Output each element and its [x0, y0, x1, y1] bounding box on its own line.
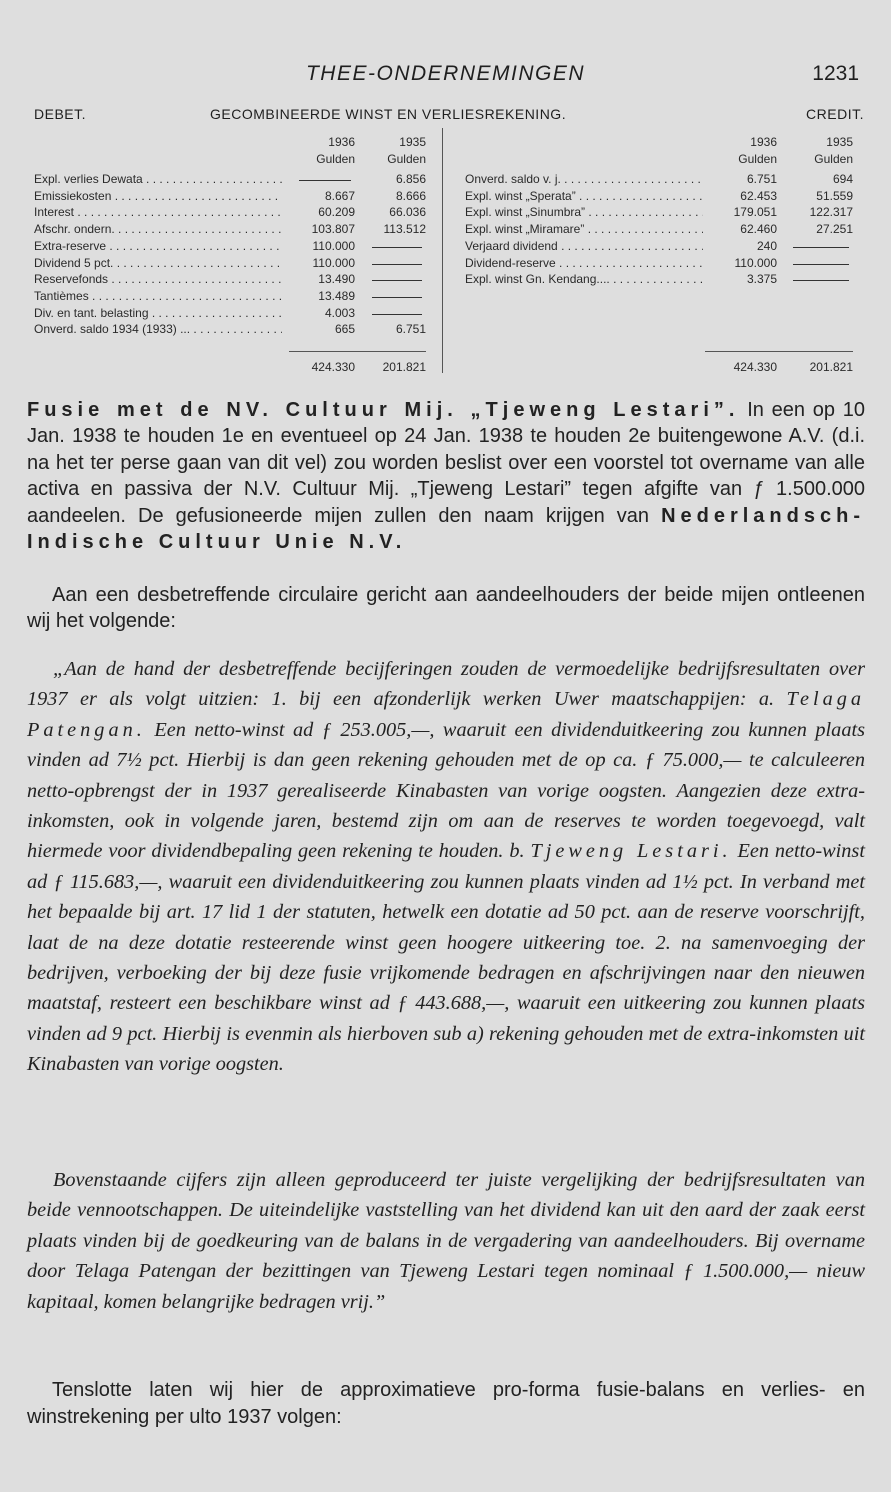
debet-row	[34, 272, 434, 287]
debet-row	[34, 306, 434, 321]
credit-label: CREDIT.	[806, 106, 864, 122]
credit-total-rule	[705, 351, 853, 352]
merger-paragraph	[27, 397, 865, 555]
debet-row	[34, 256, 434, 271]
credit-row-value-1936: 62.460	[740, 222, 777, 237]
quote-2-text: Bovenstaande cijfers zijn alleen geproduceerd ter juiste vergelijking der bedrijfsresultaten van beide vennootschappen. De uiteindelijke vaststelling van het dividend kan uit den aard der zaak eerst plaats vinden bij de goedkeuring van de balans in de vergadering van aandeelhouders. Bij overname door Telaga Patengan der bezittingen van Tjeweng Lestari tegen nominaal ƒ 1.500.000,— nieuw kapitaal, komen belangrijke bedragen vrij.”	[27, 1169, 865, 1313]
credit-row-empty-1935	[793, 264, 849, 265]
debet-row	[34, 289, 434, 304]
debet-row-label: Tantièmes . . .	[34, 289, 282, 304]
debet-row	[34, 239, 434, 254]
company-tjeweng-lestari: Tjeweng Lestari.	[530, 840, 732, 863]
credit-row	[465, 172, 865, 187]
debet-row-empty-1935	[372, 247, 422, 248]
merger-heading: Fusie met de NV. Cultuur Mij. „Tjeweng Lestari”.	[27, 399, 740, 421]
debet-row-empty-1936	[299, 180, 351, 181]
debet-row-value-1936: 665	[334, 322, 355, 337]
debet-unit-1936: Gulden	[316, 152, 355, 166]
debet-row-empty-1935	[372, 280, 422, 281]
credit-row	[465, 189, 865, 204]
credit-row-value-1936: 179.051	[733, 205, 777, 220]
credit-row	[465, 222, 865, 237]
debet-row-label: Div. en tant. belasting . . .	[34, 306, 282, 321]
debet-row-value-1936: 103.807	[311, 222, 355, 237]
debet-row-empty-1935	[372, 297, 422, 298]
credit-row-label: Expl. winst „Miramare” . . .	[465, 222, 703, 237]
ledger-divider	[442, 128, 443, 373]
debet-row-empty-1935	[372, 314, 422, 315]
credit-row-label: Verjaard dividend . . .	[465, 239, 703, 254]
credit-total-1936: 424.330	[733, 360, 777, 374]
debet-row-label: Interest . . .	[34, 205, 282, 220]
credit-row-value-1936: 240	[756, 238, 777, 253]
debet-row-value-1936: 60.209	[318, 205, 355, 220]
credit-row-value-1936: 3.375	[746, 272, 777, 287]
quote-paragraph-1	[27, 654, 865, 1080]
debet-label: DEBET.	[34, 106, 87, 122]
debet-row-empty-1935	[372, 264, 422, 265]
circular-intro-text: Aan een desbetreffende circulaire gericht aan aandeelhouders der beide mijen ontleenen wij het volgende:	[27, 584, 865, 633]
credit-row	[465, 205, 865, 220]
debet-year-1935: 1935	[399, 135, 426, 149]
credit-row-empty-1935	[793, 247, 849, 248]
debet-row-value-1936: 13.489	[318, 288, 355, 303]
credit-row-value-1935: 694	[832, 172, 853, 186]
credit-row-label: Expl. winst „Sperata” . . .	[465, 189, 703, 204]
credit-ledger	[465, 135, 865, 385]
debet-row-value-1936: 4.003	[324, 305, 355, 320]
credit-total-1935: 201.821	[809, 360, 853, 374]
debet-row-value-1936: 13.490	[318, 272, 355, 287]
quote-1b: Een netto-winst ad ƒ 253.005,—, waaruit een dividenduitkeering zou kunnen plaats vinden ad 7½ pct. Hierbij is dan geen rekening gehouden met de op ca. ƒ 75.000,— te calculeeren netto-opbrengst der in 1937 gerealiseerde Kinabasten van vorige oogsten. Aangezien deze extra-inkomsten, ook in volgende jaren, bestemd zijn om aan de reserves te worden toegevoegd, valt hiermede voor dividendbepaling geen rekening te houden. b.	[27, 718, 865, 863]
credit-row-value-1936: 6.751	[746, 172, 777, 186]
debet-row-label: Emissiekosten . . .	[34, 189, 282, 204]
credit-year-1936: 1936	[750, 135, 777, 149]
credit-row-value-1936: 110.000	[734, 255, 777, 270]
debet-row-value-1936: 110.000	[312, 238, 355, 253]
debet-row	[34, 222, 434, 237]
quote-1c: Een netto-winst ad ƒ 115.683,—, waaruit een dividenduitkeering zou kunnen plaats vinden ad 1½ pct. In verband met het bepaalde bij art. 17 lid 1 der statuten, hetwelk een dotatie ad 50 pct. aan de reserve voorschrijft, laat de na deze dotatie resteerende winst geen hoogere uitkeering toe. 2. na samenvoeging der bedrijven, verboeking der bij deze fusie vrijkomende bedragen en afschrijvingen naar den nieuwen maatstaf, resteert een beschikbare winst ad ƒ 443.688,—, waaruit een uitkeering zou kunnen plaats vinden ad 9 pct. Hierbij is evenmin als hierboven sub a) rekening gehouden met de extra-inkomsten uit Kinabasten van vorige oogsten.	[27, 840, 865, 1076]
debet-year-1936: 1936	[328, 135, 355, 149]
debet-row-label: Afschr. ondern. . . .	[34, 222, 282, 237]
debet-row-value-1935: 6.856	[395, 172, 426, 186]
debet-total-1936: 424.330	[311, 360, 355, 374]
debet-row-value-1935: 113.512	[383, 222, 426, 237]
debet-row	[34, 205, 434, 220]
credit-row-label: Expl. winst „Sinumbra” . . .	[465, 205, 703, 220]
credit-row-label: Expl. winst Gn. Kendang.... . . .	[465, 272, 703, 287]
debet-row-label: Expl. verlies Dewata . . .	[34, 172, 282, 187]
debet-row-value-1935: 6.751	[395, 322, 426, 337]
credit-row-value-1935: 27.251	[816, 222, 853, 237]
debet-row-value-1935: 8.666	[395, 188, 426, 203]
circular-intro	[27, 582, 865, 635]
debet-row	[34, 189, 434, 204]
debet-row-value-1936: 110.000	[312, 255, 355, 270]
running-title: THEE-ONDERNEMINGEN	[305, 62, 585, 85]
credit-row-label: Dividend-reserve . . .	[465, 256, 703, 271]
debet-row-label: Dividend 5 pct. . . .	[34, 256, 282, 271]
debet-total-1935: 201.821	[382, 360, 426, 374]
debet-row-label: Onverd. saldo 1934 (1933) ... . . .	[34, 322, 282, 337]
credit-row-label: Onverd. saldo v. j. . . .	[465, 172, 703, 187]
quote-1a: „Aan de hand der desbetreffende becijferingen zouden de vermoedelijke bedrijfsresultaten over 1937 er als volgt uitzien: 1. bij een afzonderlijk werken Uwer maatschappijen: a.	[27, 658, 865, 711]
debet-ledger	[34, 135, 434, 385]
debet-unit-1935: Gulden	[387, 152, 426, 166]
debet-row	[34, 322, 434, 337]
debet-total-rule	[289, 351, 426, 352]
credit-row	[465, 239, 865, 254]
page-number: 1231	[812, 62, 859, 85]
credit-row-empty-1935	[793, 280, 849, 281]
quote-paragraph-2	[27, 1165, 865, 1317]
debet-row-value-1935: 66.036	[389, 205, 426, 220]
credit-row	[465, 256, 865, 271]
closing-text: Tenslotte laten wij hier de approximatieve pro-forma fusie-balans en verlies- en winstrekening per ulto 1937 volgen:	[27, 1379, 865, 1428]
debet-row-value-1936: 8.667	[324, 188, 355, 203]
credit-row	[465, 272, 865, 287]
debet-row-label: Extra-reserve . . .	[34, 239, 282, 254]
closing-paragraph	[27, 1377, 865, 1431]
debet-row-label: Reservefonds . . .	[34, 272, 282, 287]
merger-text: In een op 10 Jan. 1938 te houden 1e en eventueel op 24 Jan. 1938 te houden 2e buitengewone A.V. (d.i. na het ter perse gaan van dit vel) zou worden beslist over een voorstel tot overname van alle activa en passiva der N.V. Cultuur Mij. „Tjeweng Lestari” tegen afgifte van ƒ 1.500.000 aandeelen. De gefusioneerde mijen zullen den naam krijgen van	[27, 399, 865, 527]
credit-row-value-1935: 122.317	[809, 205, 853, 220]
table-title: GECOMBINEERDE WINST EN VERLIESREKENING.	[210, 106, 567, 122]
credit-unit-1935: Gulden	[814, 152, 853, 166]
credit-row-value-1936: 62.453	[740, 188, 777, 203]
debet-row	[34, 172, 434, 187]
credit-row-value-1935: 51.559	[816, 188, 853, 203]
credit-unit-1936: Gulden	[738, 152, 777, 166]
credit-year-1935: 1935	[826, 135, 853, 149]
company-telaga-patengan: Telaga Patengan.	[27, 688, 866, 741]
new-company-name: Nederlandsch-Indische Cultuur Unie N.V.	[27, 504, 865, 554]
